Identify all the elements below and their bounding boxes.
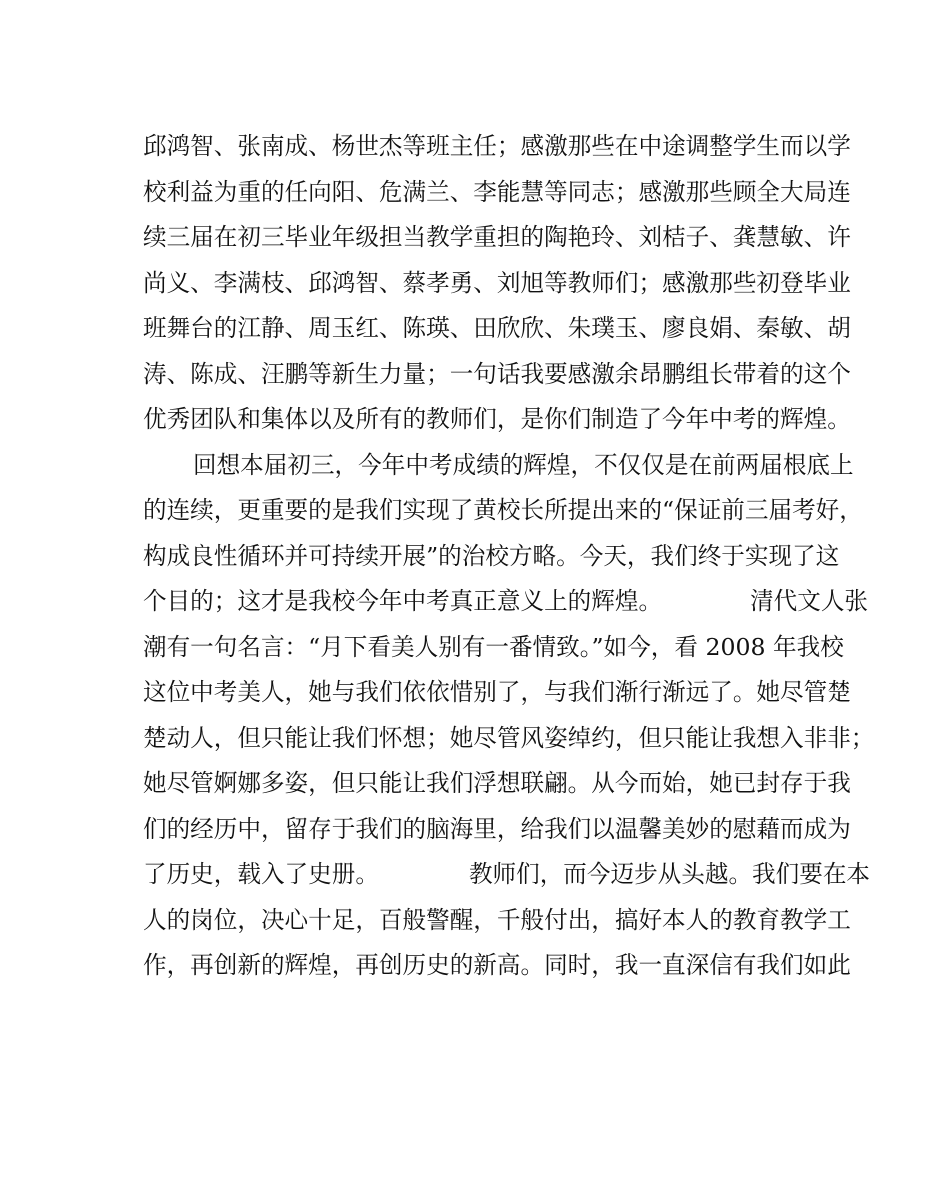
text-line-17 [143,852,871,898]
text-line-14: 楚动人，但只能让我们怀想；她尽管风姿绰约，但只能让我想入非非； [143,723,875,752]
text-line-17-part-2: 教师们，而今迈步从头越。我们要在本 [468,860,871,888]
document-body [143,124,875,989]
text-line-1: 邱鸿智、张南成、杨世杰等班主任；感激那些在中途调整学生而以学 [143,132,851,160]
text-line-2: 校利益为重的任向阳、危满兰、李能慧等同志；感激那些顾全大局连 [143,177,851,206]
text-line-11-part-1: 个目的；这才是我校今年中考真正意义上的辉煌。 [143,587,663,615]
text-line-19: 作，再创新的辉煌，再创历史的新高。同时，我一直深信有我们如此 [143,951,851,979]
text-line-18: 人的岗位，决心十足，百般警醒，千般付出，搞好本人的教育教学工 [143,905,851,934]
text-line-9: 的连续，更重要的是我们实现了黄校长所提出来的“保证前三届考好， [143,496,863,524]
text-line-11-part-2: 清代文人张 [750,587,869,615]
text-line-3: 续三届在初三毕业年级担当教学重担的陶艳玲、刘桔子、龚慧敏、许 [143,223,851,251]
text-line-11 [143,579,869,625]
text-line-15: 她尽管婀娜多姿，但只能让我们浮想联翩。从今而始，她已封存于我 [143,769,851,797]
text-line-7: 优秀团队和集体以及所有的教师们，是你们制造了今年中考的辉煌。 [143,405,851,433]
text-line-8: 回想本届初三，今年中考成绩的辉煌，不仅仅是在前两届根底上 [193,450,854,479]
text-line-10: 构成良性循环并可持续开展”的治校方略。今天，我们终于实现了这 [143,541,840,570]
text-line-5: 班舞台的江静、周玉红、陈瑛、田欣欣、朱璞玉、廖良娟、秦敏、胡 [143,314,851,342]
text-line-4: 尚义、李满枝、邱鸿智、蔡孝勇、刘旭等教师们；感激那些初登毕业 [143,268,851,297]
text-line-12: 潮有一句名言：“月下看美人别有一番情致。”如今，看 2008 年我校 [143,632,844,661]
text-line-17-part-1: 了历史，载入了史册。 [143,860,379,888]
text-line-13: 这位中考美人，她与我们依依惜别了，与我们渐行渐远了。她尽管楚 [143,678,851,706]
text-line-6: 涛、陈成、汪鹏等新生力量；一句话我要感激余昂鹏组长带着的这个 [143,359,851,388]
text-line-16: 们的经历中，留存于我们的脑海里，给我们以温馨美妙的慰藉而成为 [143,814,851,843]
